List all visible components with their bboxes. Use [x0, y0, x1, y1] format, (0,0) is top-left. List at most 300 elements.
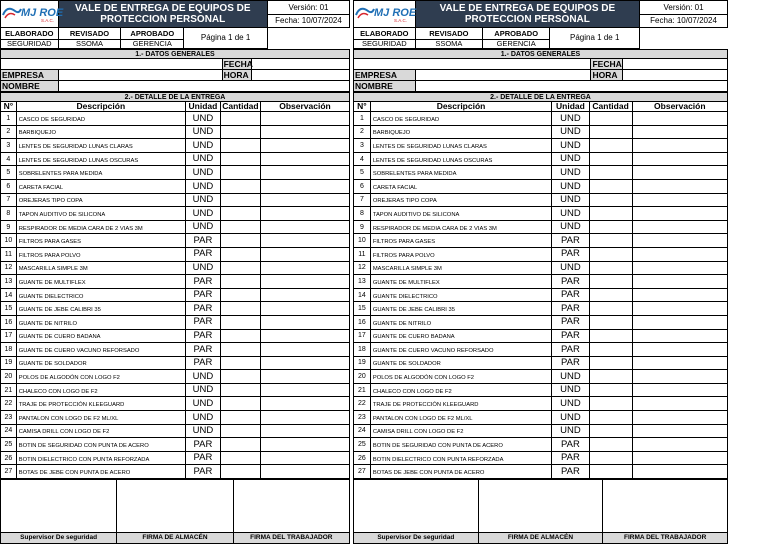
item-unit: UND	[185, 152, 220, 166]
company-logo	[1, 1, 64, 28]
empresa-field[interactable]	[58, 70, 222, 81]
item-description: CAMISA DRILL CON LOGO DE F2	[370, 424, 551, 438]
item-observation-field[interactable]	[260, 166, 349, 180]
item-number: 11	[1, 247, 17, 261]
item-number: 22	[354, 397, 371, 411]
item-observation-field[interactable]	[260, 451, 349, 465]
col-header-quantity: Cantidad	[222, 101, 259, 112]
item-unit: UND	[552, 383, 589, 397]
item-unit: UND	[185, 207, 220, 221]
form-header	[353, 0, 728, 49]
col-header-number: N°	[354, 102, 371, 112]
table-row	[354, 343, 728, 357]
item-number: 7	[354, 193, 371, 207]
form-header	[0, 0, 350, 49]
item-observation-field[interactable]	[260, 383, 349, 397]
item-number: 2	[1, 125, 17, 139]
item-quantity-field[interactable]	[589, 275, 632, 289]
nombre-label: NOMBRE	[1, 81, 59, 92]
item-observation-field[interactable]	[260, 220, 349, 234]
item-quantity-field[interactable]	[220, 397, 260, 411]
col-header-number: N°	[1, 102, 17, 112]
item-description: BOTIN DE SEGURIDAD CON PUNTA DE ACERO	[16, 438, 185, 452]
item-unit: PAR	[552, 288, 589, 302]
item-description: LENTES DE SEGURIDAD LUNAS OSCURAS	[370, 152, 551, 166]
table-row	[354, 438, 728, 452]
item-description: FILTROS PARA POLVO	[370, 247, 551, 261]
col-header-description: Descripción	[370, 102, 551, 112]
revisado-value: SSOMA	[58, 40, 121, 49]
item-quantity-field[interactable]	[589, 139, 632, 153]
item-description: POLOS DE ALGODÓN CON LOGO F2	[370, 370, 551, 384]
col-header-observation: Observación	[632, 102, 727, 112]
item-quantity-field[interactable]	[589, 411, 632, 425]
item-observation-field[interactable]	[632, 207, 727, 221]
item-number: 3	[1, 139, 17, 153]
table-row	[354, 261, 728, 275]
item-unit: PAR	[185, 451, 220, 465]
col-header-observation: Observación	[260, 102, 349, 112]
item-description: GUANTE DE CUERO VACUNO REFORSADO	[370, 343, 551, 357]
item-quantity-field[interactable]	[589, 234, 632, 248]
item-observation-field[interactable]	[260, 207, 349, 221]
item-quantity-field[interactable]	[220, 356, 260, 370]
item-quantity-field[interactable]	[589, 383, 632, 397]
item-unit: PAR	[552, 247, 589, 261]
item-quantity-field[interactable]	[220, 451, 260, 465]
item-observation-field[interactable]	[632, 193, 727, 207]
col-header-quantity: Cantidad	[589, 102, 632, 112]
item-observation-field[interactable]	[632, 166, 727, 180]
item-quantity-field[interactable]	[589, 451, 632, 465]
table-row	[354, 125, 728, 139]
item-quantity-field[interactable]	[589, 125, 632, 139]
item-description: PANTALON CON LOGO DE F2 ML/XL	[370, 411, 551, 425]
signature-section	[0, 479, 350, 544]
item-observation-field[interactable]	[260, 288, 349, 302]
item-observation-field[interactable]	[632, 451, 727, 465]
item-quantity-field[interactable]	[589, 343, 632, 357]
item-observation-field[interactable]	[632, 383, 727, 397]
supervisor-signature-box[interactable]	[1, 480, 117, 533]
item-description: LENTES DE SEGURIDAD LUNAS CLARAS	[16, 139, 185, 153]
nombre-field[interactable]	[415, 81, 727, 92]
item-quantity-field[interactable]	[589, 112, 632, 126]
table-row	[354, 465, 728, 479]
empresa-field[interactable]	[415, 70, 591, 81]
svg-text:MJ ROE: MJ ROE	[374, 7, 417, 19]
item-description: GUANTE DE MULTIFLEX	[16, 275, 185, 289]
item-unit: UND	[552, 397, 589, 411]
item-quantity-field[interactable]	[220, 207, 260, 221]
item-number: 20	[354, 370, 371, 384]
table-row	[1, 302, 350, 316]
item-unit: PAR	[552, 315, 589, 329]
item-quantity-field[interactable]	[589, 424, 632, 438]
item-description: CARETA FACIAL	[370, 179, 551, 193]
item-quantity-field[interactable]	[220, 247, 260, 261]
item-observation-field[interactable]	[632, 329, 727, 343]
item-unit: UND	[185, 112, 220, 126]
item-quantity-field[interactable]	[220, 112, 260, 126]
supervisor-signature-box[interactable]	[354, 480, 479, 533]
table-row	[1, 288, 350, 302]
signature-section	[353, 479, 728, 544]
item-quantity-field[interactable]	[220, 220, 260, 234]
item-number: 27	[1, 465, 17, 479]
item-quantity-field[interactable]	[589, 220, 632, 234]
table-row	[354, 139, 728, 153]
col-header-unit: Unidad	[185, 102, 220, 112]
mj-roe-logo-icon	[1, 1, 64, 23]
fecha-field[interactable]	[623, 59, 728, 70]
item-description: BOTAS DE JEBE CON PUNTA DE ACERO	[16, 465, 185, 479]
section-general-title: 1.- DATOS GENERALES	[354, 50, 728, 59]
item-unit: UND	[185, 220, 220, 234]
item-description: GUANTE DE JEBE CALIBRI 35	[370, 302, 551, 316]
table-row	[354, 288, 728, 302]
aprobado-value: GERENCIA	[121, 40, 184, 49]
table-row	[354, 234, 728, 248]
table-row	[1, 207, 350, 221]
item-number: 4	[1, 152, 17, 166]
item-description: GUANTE DE JEBE CALIBRI 35	[16, 302, 185, 316]
item-observation-field[interactable]	[632, 288, 727, 302]
item-unit: PAR	[552, 275, 589, 289]
form-copy-left	[0, 0, 350, 541]
item-description: BOTAS DE JEBE CON PUNTA DE ACERO	[370, 465, 551, 479]
hora-label: HORA	[222, 70, 252, 81]
item-number: 8	[1, 207, 17, 221]
item-quantity-field[interactable]	[589, 193, 632, 207]
item-unit: UND	[552, 166, 589, 180]
page-label: Página 1 de 1	[184, 28, 268, 49]
item-quantity-field[interactable]	[220, 370, 260, 384]
form-title: VALE DE ENTREGA DE EQUIPOS DE PROTECCION PERSONAL	[58, 1, 267, 28]
item-quantity-field[interactable]	[589, 465, 632, 479]
item-unit: UND	[552, 424, 589, 438]
section-detail-title: 2.- DETALLE DE LA ENTREGA	[354, 93, 728, 102]
version-label: Versión: 01	[640, 1, 728, 15]
fecha-label: FECHA	[223, 58, 253, 69]
item-quantity-field[interactable]	[589, 302, 632, 316]
item-observation-field[interactable]	[632, 179, 727, 193]
item-description: LENTES DE SEGURIDAD LUNAS OSCURAS	[16, 152, 185, 166]
table-row	[1, 152, 350, 166]
item-unit: UND	[185, 411, 220, 425]
item-observation-field[interactable]	[632, 220, 727, 234]
item-observation-field[interactable]	[632, 315, 727, 329]
table-row	[1, 234, 350, 248]
hora-field[interactable]	[252, 70, 350, 81]
item-quantity-field[interactable]	[220, 424, 260, 438]
item-observation-field[interactable]	[632, 411, 727, 425]
item-observation-field[interactable]	[632, 275, 727, 289]
item-unit: UND	[552, 207, 589, 221]
item-observation-field[interactable]	[260, 370, 349, 384]
item-observation-field[interactable]	[632, 438, 727, 452]
revisado-label: REVISADO	[58, 28, 121, 40]
item-number: 15	[1, 302, 17, 316]
item-quantity-field[interactable]	[220, 166, 260, 180]
table-row	[354, 424, 728, 438]
item-observation-field[interactable]	[632, 302, 727, 316]
item-number: 13	[1, 275, 17, 289]
hora-label: HORA	[591, 70, 623, 81]
item-observation-field[interactable]	[260, 397, 349, 411]
item-observation-field[interactable]	[632, 424, 727, 438]
item-quantity-field[interactable]	[220, 193, 260, 207]
item-unit: PAR	[185, 315, 220, 329]
almacen-signature-box[interactable]	[117, 480, 233, 533]
item-quantity-field[interactable]	[220, 234, 260, 248]
item-unit: PAR	[552, 302, 589, 316]
delivery-detail-table	[353, 92, 728, 479]
item-quantity-field[interactable]	[589, 207, 632, 221]
item-quantity-field[interactable]	[589, 370, 632, 384]
item-description: TRAJE DE PROTECCIÓN KLEEGUARD	[16, 397, 185, 411]
nombre-label: NOMBRE	[354, 81, 416, 92]
item-number: 27	[354, 465, 371, 479]
revisado-value: SSOMA	[415, 40, 482, 49]
table-row	[1, 383, 350, 397]
item-observation-field[interactable]	[260, 275, 349, 289]
item-number: 21	[1, 383, 17, 397]
item-quantity-field[interactable]	[220, 329, 260, 343]
item-observation-field[interactable]	[632, 112, 727, 126]
svg-text:MJ ROE: MJ ROE	[21, 7, 64, 19]
item-observation-field[interactable]	[260, 424, 349, 438]
item-description: FILTROS PARA GASES	[370, 234, 551, 248]
item-number: 16	[1, 315, 17, 329]
item-unit: UND	[185, 397, 220, 411]
table-row	[354, 220, 728, 234]
item-observation-field[interactable]	[260, 465, 349, 479]
elaborado-value: SEGURIDAD	[1, 40, 59, 49]
empresa-label: EMPRESA	[354, 70, 416, 81]
item-unit: PAR	[185, 234, 220, 248]
table-row	[354, 275, 728, 289]
fecha-label: FECHA	[592, 58, 622, 69]
item-observation-field[interactable]	[632, 152, 727, 166]
item-number: 26	[1, 451, 17, 465]
item-number: 17	[354, 329, 371, 343]
item-quantity-field[interactable]	[220, 179, 260, 193]
item-number: 9	[1, 220, 17, 234]
table-row	[1, 411, 350, 425]
item-unit: UND	[552, 261, 589, 275]
revisado-label: REVISADO	[415, 28, 482, 40]
item-observation-field[interactable]	[260, 247, 349, 261]
item-unit: PAR	[185, 329, 220, 343]
item-description: GUANTE DIELECTRICO	[370, 288, 551, 302]
item-observation-field[interactable]	[632, 370, 727, 384]
item-number: 12	[354, 261, 371, 275]
item-unit: PAR	[552, 356, 589, 370]
item-quantity-field[interactable]	[589, 152, 632, 166]
table-row	[1, 370, 350, 384]
item-observation-field[interactable]	[632, 261, 727, 275]
item-unit: UND	[552, 125, 589, 139]
item-unit: PAR	[552, 451, 589, 465]
item-quantity-field[interactable]	[220, 275, 260, 289]
item-observation-field[interactable]	[260, 139, 349, 153]
item-observation-field[interactable]	[260, 302, 349, 316]
item-observation-field[interactable]	[260, 152, 349, 166]
item-number: 10	[1, 234, 17, 248]
item-observation-field[interactable]	[260, 261, 349, 275]
col-header-description: Descripción	[16, 102, 185, 112]
item-number: 10	[354, 234, 371, 248]
item-unit: UND	[552, 112, 589, 126]
item-unit: UND	[185, 424, 220, 438]
item-quantity-field[interactable]	[220, 288, 260, 302]
item-description: GUANTE DE SOLDADOR	[16, 356, 185, 370]
item-unit: UND	[552, 152, 589, 166]
item-quantity-field[interactable]	[220, 125, 260, 139]
item-quantity-field[interactable]	[220, 139, 260, 153]
trabajador-signature-box[interactable]	[233, 480, 349, 533]
item-observation-field[interactable]	[260, 112, 349, 126]
item-observation-field[interactable]	[632, 465, 727, 479]
form-title: VALE DE ENTREGA DE EQUIPOS DE PROTECCION PERSONAL	[415, 1, 639, 28]
item-observation-field[interactable]	[260, 438, 349, 452]
item-quantity-field[interactable]	[589, 329, 632, 343]
item-number: 6	[354, 179, 371, 193]
item-observation-field[interactable]	[632, 234, 727, 248]
trabajador-signature-box[interactable]	[603, 480, 728, 533]
item-description: MASCARILLA SIMPLE 3M	[16, 261, 185, 275]
item-quantity-field[interactable]	[589, 438, 632, 452]
item-number: 15	[354, 302, 371, 316]
item-number: 5	[354, 166, 371, 180]
item-description: GUANTE DE CUERO VACUNO REFORSADO	[16, 343, 185, 357]
svg-text:S.A.C.: S.A.C.	[41, 18, 55, 23]
item-description: FILTROS PARA GASES	[16, 234, 185, 248]
table-row	[1, 166, 350, 180]
fecha-field[interactable]	[252, 59, 350, 70]
item-observation-field[interactable]	[260, 343, 349, 357]
item-unit: UND	[185, 261, 220, 275]
table-row	[1, 261, 350, 275]
table-row	[354, 356, 728, 370]
item-observation-field[interactable]	[632, 343, 727, 357]
item-description: PANTALON CON LOGO DE F2 ML/XL	[16, 411, 185, 425]
item-number: 17	[1, 329, 17, 343]
item-unit: PAR	[185, 465, 220, 479]
item-description: GUANTE DE CUERO BADANA	[16, 329, 185, 343]
item-quantity-field[interactable]	[220, 302, 260, 316]
table-row	[1, 220, 350, 234]
item-description: GUANTE DE MULTIFLEX	[370, 275, 551, 289]
item-observation-field[interactable]	[632, 356, 727, 370]
item-observation-field[interactable]	[260, 179, 349, 193]
item-observation-field[interactable]	[260, 234, 349, 248]
table-row	[1, 438, 350, 452]
item-description: POLOS DE ALGODÓN CON LOGO F2	[16, 370, 185, 384]
item-unit: PAR	[185, 356, 220, 370]
item-observation-field[interactable]	[260, 329, 349, 343]
item-quantity-field[interactable]	[220, 411, 260, 425]
section-general-title: 1.- DATOS GENERALES	[1, 50, 350, 59]
item-quantity-field[interactable]	[589, 397, 632, 411]
item-quantity-field[interactable]	[589, 179, 632, 193]
item-description: GUANTE DE CUERO BADANA	[370, 329, 551, 343]
item-number: 9	[354, 220, 371, 234]
item-observation-field[interactable]	[260, 125, 349, 139]
item-unit: UND	[185, 139, 220, 153]
item-observation-field[interactable]	[260, 193, 349, 207]
item-description: BOTIN DE SEGURIDAD CON PUNTA DE ACERO	[370, 438, 551, 452]
item-description: RESPIRADOR DE MEDIA CARA DE 2 VIAS 3M	[370, 220, 551, 234]
item-quantity-field[interactable]	[220, 152, 260, 166]
item-quantity-field[interactable]	[220, 315, 260, 329]
item-observation-field[interactable]	[260, 315, 349, 329]
item-quantity-field[interactable]	[220, 383, 260, 397]
item-number: 6	[1, 179, 17, 193]
item-number: 13	[354, 275, 371, 289]
hora-field[interactable]	[623, 70, 728, 81]
nombre-field[interactable]	[58, 81, 349, 92]
item-unit: PAR	[552, 465, 589, 479]
svg-text:S.A.C.: S.A.C.	[394, 18, 408, 23]
item-quantity-field[interactable]	[220, 465, 260, 479]
item-quantity-field[interactable]	[589, 247, 632, 261]
item-observation-field[interactable]	[632, 125, 727, 139]
item-unit: UND	[552, 411, 589, 425]
item-unit: UND	[185, 193, 220, 207]
item-description: SOBRELENTES PARA MEDIDA	[370, 166, 551, 180]
item-observation-field[interactable]	[632, 397, 727, 411]
item-description: GUANTE DIELECTRICO	[16, 288, 185, 302]
item-unit: PAR	[552, 329, 589, 343]
item-description: BOTIN DIELECTRICO CON PUNTA REFORZADA	[16, 451, 185, 465]
item-observation-field[interactable]	[632, 247, 727, 261]
table-row	[354, 411, 728, 425]
table-row	[354, 383, 728, 397]
item-quantity-field[interactable]	[589, 356, 632, 370]
item-quantity-field[interactable]	[589, 261, 632, 275]
item-unit: PAR	[185, 275, 220, 289]
item-observation-field[interactable]	[260, 356, 349, 370]
table-row	[354, 302, 728, 316]
table-row	[354, 112, 728, 126]
table-row	[1, 275, 350, 289]
table-row	[354, 179, 728, 193]
item-quantity-field[interactable]	[220, 438, 260, 452]
item-observation-field[interactable]	[260, 411, 349, 425]
item-description: LENTES DE SEGURIDAD LUNAS CLARAS	[370, 139, 551, 153]
item-observation-field[interactable]	[632, 139, 727, 153]
delivery-detail-table	[0, 92, 350, 479]
item-number: 4	[354, 152, 371, 166]
item-quantity-field[interactable]	[220, 343, 260, 357]
item-quantity-field[interactable]	[589, 288, 632, 302]
almacen-signature-box[interactable]	[478, 480, 603, 533]
item-number: 18	[1, 343, 17, 357]
form-copy-right	[353, 0, 728, 541]
item-quantity-field[interactable]	[220, 261, 260, 275]
item-unit: PAR	[185, 343, 220, 357]
item-number: 18	[354, 343, 371, 357]
item-description: CAMISA DRILL CON LOGO DE F2	[16, 424, 185, 438]
table-row	[1, 451, 350, 465]
table-row	[1, 424, 350, 438]
item-quantity-field[interactable]	[589, 315, 632, 329]
item-quantity-field[interactable]	[589, 166, 632, 180]
item-number: 1	[1, 112, 17, 126]
table-row	[354, 207, 728, 221]
